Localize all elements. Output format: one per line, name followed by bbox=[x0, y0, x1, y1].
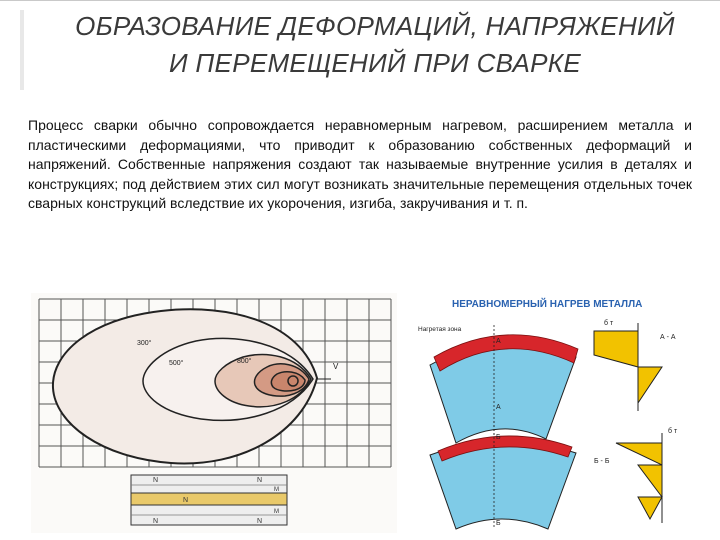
label-300: 300° bbox=[137, 340, 152, 347]
isotherm-svg bbox=[31, 293, 397, 533]
title-accent-bar bbox=[20, 10, 24, 90]
sigma-bot: б т bbox=[668, 428, 678, 435]
frame-top-line bbox=[0, 0, 720, 1]
heating-figure bbox=[416, 293, 702, 533]
label-a-mid: А bbox=[496, 404, 501, 411]
arc-spot bbox=[288, 376, 298, 386]
label-a-top: А bbox=[496, 338, 501, 345]
force-n2: N bbox=[257, 477, 263, 484]
moment-m1: M bbox=[274, 487, 279, 493]
body-paragraph: Процесс сварки обычно сопровождается неравномерным нагревом, расширением металла и пластическими деформациями, что приводит к образованию собственных деформаций и напряжений. Собственные напряжения создают так называемые внутренние усилия в деталях и конструкциях; под действием этих сил могут возникать значительные перемещения отдельных точек сварных конструкций вследствие их укорочения, изгиба, закручивания и т. п. bbox=[28, 117, 692, 211]
sigma-top: б т bbox=[604, 320, 614, 327]
section-aa-label: А - А bbox=[660, 334, 676, 341]
label-b-bot: Б bbox=[496, 520, 501, 527]
heated-zone-label: Нагретая зона bbox=[418, 326, 462, 333]
force-n3: N bbox=[183, 497, 189, 504]
force-n4: N bbox=[153, 518, 159, 525]
moment-m2: M bbox=[274, 509, 279, 515]
title-line-2: И ПЕРЕМЕЩЕНИЙ ПРИ СВАРКЕ bbox=[168, 48, 582, 78]
velocity-label: V bbox=[333, 362, 339, 371]
force-n5: N bbox=[257, 518, 263, 525]
isotherm-figure bbox=[31, 293, 397, 533]
figure-heading: НЕРАВНОМЕРНЫЙ НАГРЕВ МЕТАЛЛА bbox=[452, 299, 643, 310]
slide-title bbox=[40, 8, 710, 82]
force-n1: N bbox=[153, 477, 159, 484]
label-500: 500° bbox=[169, 360, 184, 367]
label-800: 800° bbox=[237, 358, 252, 365]
heating-svg bbox=[416, 293, 702, 533]
section-bb-label: Б - Б bbox=[594, 458, 610, 465]
weld-seam bbox=[131, 493, 287, 505]
title-line-1: ОБРАЗОВАНИЕ ДЕФОРМАЦИЙ, НАПРЯЖЕНИЙ bbox=[75, 11, 675, 41]
label-b-top: Б bbox=[496, 434, 501, 441]
